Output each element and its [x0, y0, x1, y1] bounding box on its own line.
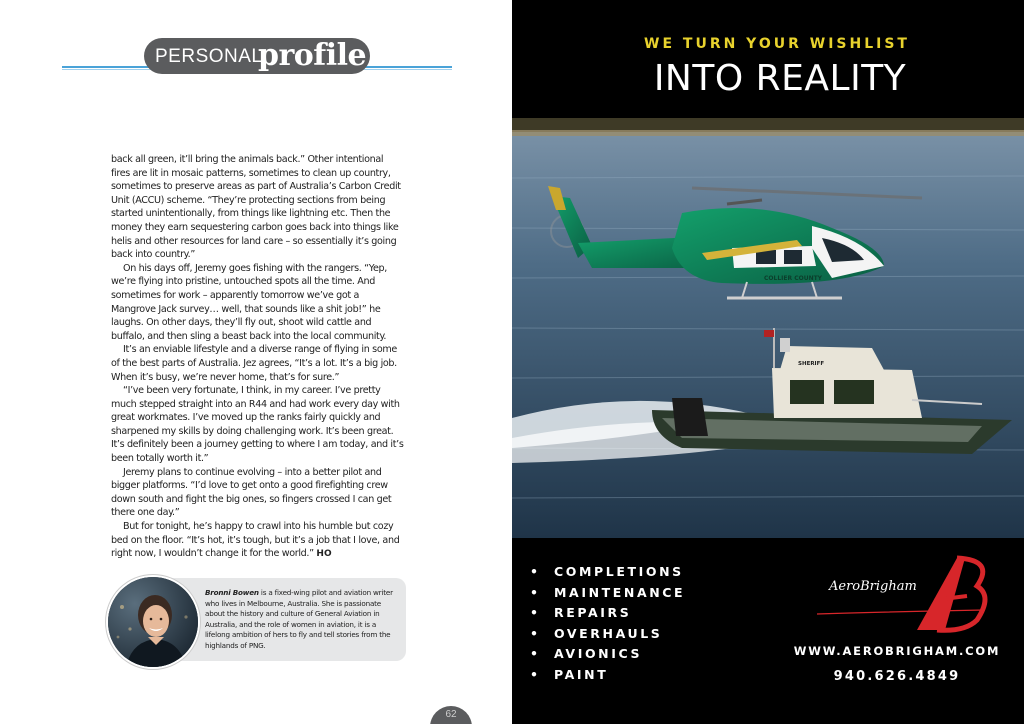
service-item [530, 562, 685, 583]
bullet: • [530, 605, 541, 620]
article-paragraph: back all green, it’ll bring the animals back.” Other intentional fires are lit in mosaic patterns, sometimes to clean up country, sometimes to preserve areas as part of Australia’s Carbon Credit Unit (ACCU) scheme. “They’re protecting sections from being started unintentionally, from things like lightning etc. Then the money they earn sequestering carbon goes back into things like helis and other resources for land care – so essentially it’s going back into country.” [111, 154, 401, 261]
author-name: Bronni Bowen [205, 588, 259, 597]
author-bio [205, 588, 395, 652]
service-item [530, 644, 685, 665]
article-paragraph: It’s an enviable lifestyle and a diverse range of flying in some of the best parts of Australia. Jez agrees, “It’s a lot. It’s a big job. When it’s busy, we’re never home, that’s for sure.” [111, 344, 397, 383]
service-label: OVERHAULS [554, 625, 663, 641]
service-label: MAINTENANCE [554, 584, 686, 600]
ad-headline: INTO REALITY [653, 58, 907, 99]
ad-phone: 940.626.4849 [833, 669, 961, 684]
article-paragraph: Jeremy plans to continue evolving – into a better pilot and bigger platforms. “I’d love to get onto a good firefighting crew down south and fight the big ones, so fingers crossed I can get there one day.” [111, 466, 392, 519]
service-label: REPAIRS [554, 605, 632, 620]
services-list [530, 562, 685, 685]
ad-photo-helicopter-boat [512, 118, 1024, 538]
bullet: • [530, 584, 541, 600]
section-title-profile: profile [258, 38, 367, 73]
author-portrait-icon [108, 577, 198, 667]
author-bio-text: is a fixed-wing pilot and aviation writer who lives in Melbourne, Australia. She is passionate about the history and culture of General Aviation in Australia, and the role of women in aviation, it is a lifelong ambition of hers to fly and tell stories from the highlands of PNG. [205, 588, 393, 650]
author-photo [106, 575, 200, 669]
article-paragraph: On his days off, Jeremy goes fishing with the rangers. “Yep, we’re flying into pristine, untouched spots all the time. And sometimes for work – apparently tomorrow we’ve got a Mangrove Jack survey… well, that sounds like a shit job!” he laughs. On other days, they’ll fly out, shoot wild cattle and buffalo, and then sling a beast back into the local community. [111, 262, 387, 342]
bullet: • [530, 564, 541, 579]
article-body [111, 153, 404, 562]
boat-label: SHERIFF [798, 361, 825, 367]
service-item [530, 624, 685, 645]
article-paragraph: “I’ve been very fortunate, I think, in my career. I’ve pretty much stepped straight into an R44 and had work every day with great workmates. I’ve moved up the ranks fairly quickly and sharpened my skills by doing challenging work. It’s been great. It’s definitely been a journey getting to where I am today, and it’s been totally worth it.” [111, 385, 404, 465]
article-paragraph-text: But for tonight, he’s happy to crawl into his humble but cozy bed on the floor. “It’s hot, it’s tough, but it’s a job that I love, and right now, I wouldn’t change it for the world.” [111, 521, 400, 560]
article-paragraph-last [111, 520, 404, 562]
brand-script: AeroBrigham [829, 579, 917, 594]
ad-website: WWW.AEROBRIGHAM.COM [793, 644, 1001, 658]
page-number: 62 [445, 709, 457, 720]
ad-tagline: WE TURN YOUR WISHLIST [644, 36, 910, 52]
end-mark: HO [316, 549, 332, 560]
service-item [530, 665, 685, 686]
advertisement-page [512, 0, 1024, 724]
service-item [530, 583, 685, 604]
bullet: • [530, 625, 541, 641]
section-title-personal: PERSONAL [155, 46, 263, 67]
service-label: PAINT [554, 666, 609, 682]
aerobrigham-logo-icon [817, 552, 992, 637]
bullet: • [530, 646, 541, 661]
service-label: AVIONICS [554, 646, 643, 661]
bullet: • [530, 666, 541, 682]
service-item [530, 603, 685, 624]
helicopter-label: COLLIER COUNTY [764, 275, 823, 282]
service-label: COMPLETIONS [554, 564, 684, 579]
